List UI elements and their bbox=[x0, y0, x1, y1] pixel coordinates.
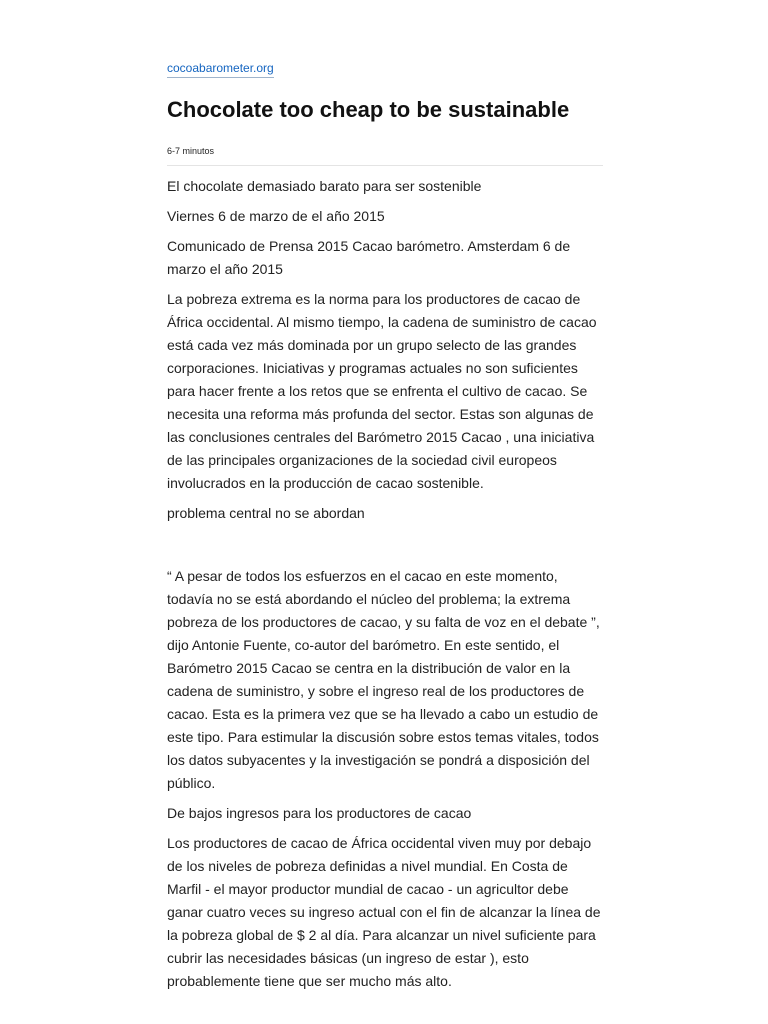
section-heading: problema central no se abordan bbox=[167, 505, 365, 521]
source-domain-link[interactable]: cocoabarometer.org bbox=[167, 61, 274, 78]
article-body bbox=[167, 175, 603, 993]
article-paragraph: Los productores de cacao de África occidental viven muy por debajo de los niveles de pobreza definidas a nivel mundial. En Costa de Marfil - el mayor productor mundial de cacao - un agricultor debe ganar cuatro veces su ingreso actual con el fin de alcanzar la línea de la pobreza global de $ 2 al día. Para alcanzar un nivel suficiente para cubrir las necesidades básicas (un ingreso de estar ), esto probablemente tiene que ser mucho más alto. bbox=[167, 835, 601, 989]
header-divider bbox=[167, 165, 603, 166]
reading-time: 6-7 minutos bbox=[167, 146, 215, 156]
section-heading: De bajos ingresos para los productores de cacao bbox=[167, 805, 472, 821]
article-paragraph: “ A pesar de todos los esfuerzos en el cacao en este momento, todavía no se está abordando el núcleo del problema; la extrema pobreza de los productores de cacao, y su falta de voz en el debate ”, dijo Antonie Fuente, co-autor del barómetro. En este sentido, el Barómetro 2015 Cacao se centra en la distribución de valor en la cadena de suministro, y sobre el ingreso real de los productores de cacao. Esta es la primera vez que se ha llevado a cabo un estudio de este tipo. Para estimular la discusión sobre estos temas vitales, todos los datos subyacentes y la investigación se pondrá a disposición del público. bbox=[167, 568, 600, 791]
article-title: Chocolate too cheap to be sustainable bbox=[167, 97, 570, 122]
press-release-line: Comunicado de Prensa 2015 Cacao barómetro. Amsterdam 6 de marzo el año 2015 bbox=[167, 238, 571, 277]
reader-view bbox=[167, 0, 603, 1000]
article-subtitle: El chocolate demasiado barato para ser sostenible bbox=[167, 178, 482, 194]
article-date: Viernes 6 de marzo de el año 2015 bbox=[167, 208, 385, 224]
article-paragraph: La pobreza extrema es la norma para los productores de cacao de África occidental. Al mismo tiempo, la cadena de suministro de cacao está cada vez más dominada por un grupo selecto de las grandes corporaciones. Iniciativas y programas actuales no son suficientes para hacer frente a los retos que se enfrenta el cultivo de cacao. Se necesita una reforma más profunda del sector. Estas son algunas de las conclusiones centrales del Barómetro 2015 Cacao , una iniciativa de las principales organizaciones de la sociedad civil europeos involucrados en la producción de cacao sostenible. bbox=[167, 291, 597, 491]
